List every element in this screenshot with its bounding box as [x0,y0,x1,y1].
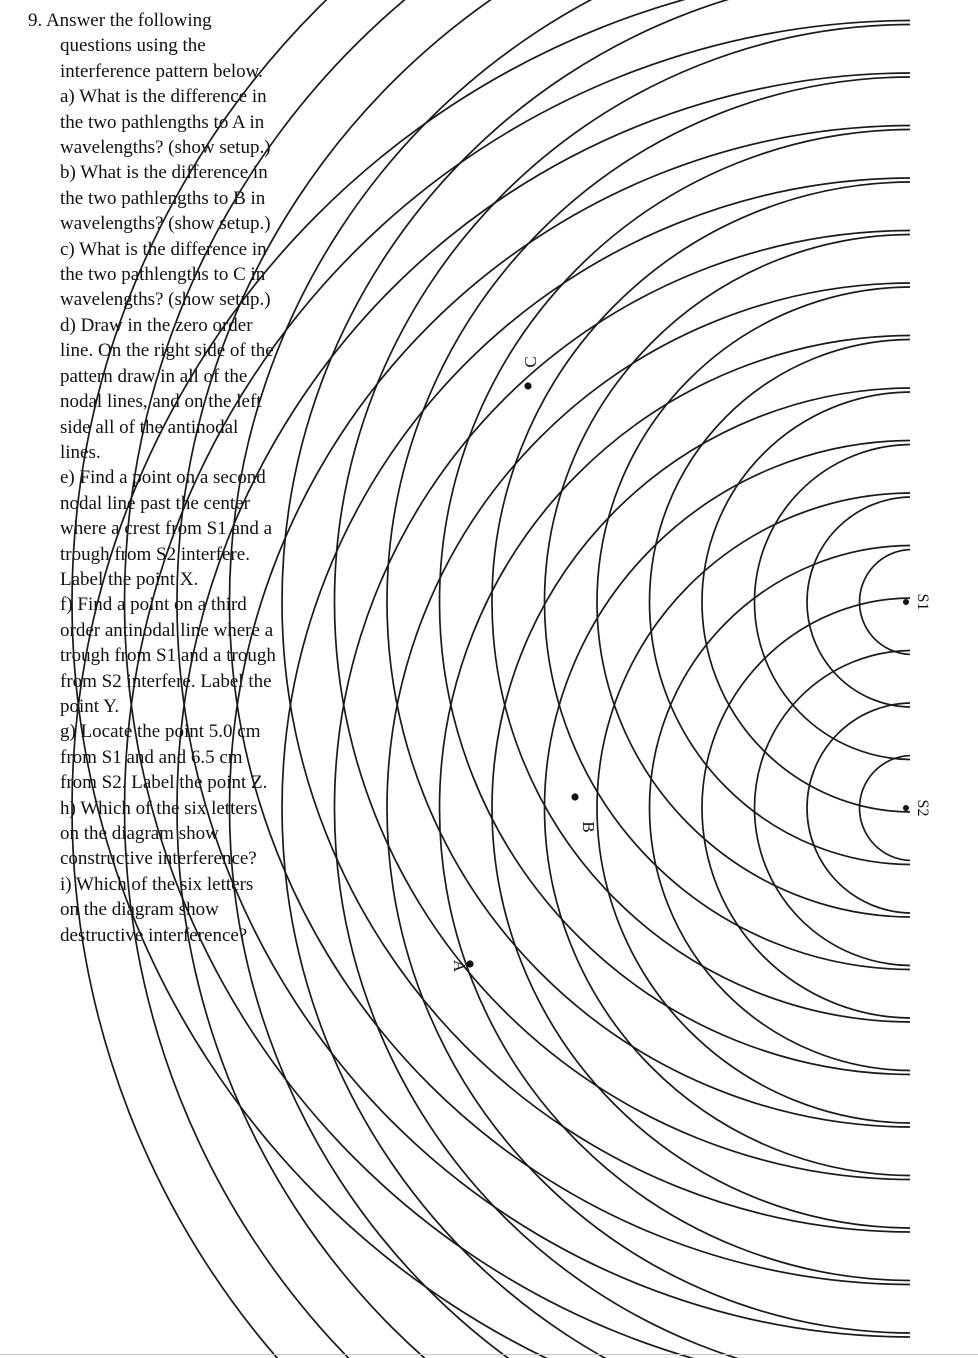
question-part-line: the two pathlengths to C in [60,264,266,286]
question-part-line: e) Find a point on a second [60,467,266,489]
s2-wavefront-7 [545,441,910,1176]
page-edge [0,1354,978,1355]
s2-wavefront-3 [754,651,910,966]
source-markers [903,594,931,817]
point-a-label: A [450,959,469,973]
s1-source-label: S1 [914,593,931,611]
question-part-line: from S2. Label the point Z. [60,772,268,794]
s1-wavefront-2 [807,497,910,707]
s1-wavefront-3 [754,445,910,760]
s2-source-label: S2 [914,799,931,817]
s2-wavefront-16 [72,0,910,1358]
s1-wavefront-7 [544,235,910,970]
question-part-line: pattern draw in all of the [60,365,248,387]
question-part-line: order antinodal line where a [60,619,274,641]
s2-wavefront-4 [702,598,910,1018]
question-part-line: where a crest from S1 and a [60,518,273,540]
point-c-label: C [521,356,540,368]
question-part-line: wavelengths? (show setup.) [60,289,271,311]
question-part-line: line. On the right side of the [60,340,274,362]
question-part-line: nodal line past the center [60,492,250,514]
s1-wavefront-4 [702,392,910,812]
s2-source-dot [903,805,909,811]
question-part-line: point Y. [60,695,120,717]
question-part-line: from S2 interfere. Label the [60,670,272,692]
question-part-line: b) What is the difference in [60,162,268,184]
s2-wavefront-6 [597,493,910,1123]
question-part-line: lines. [60,441,101,463]
s2-wavefront-13 [230,126,910,1358]
question-part-line: the two pathlengths to B in [60,187,266,209]
question-part-line: d) Draw in the zero order [60,314,253,336]
s2-wavefronts [72,0,910,1358]
question-part-line: wavelengths? (show setup.) [60,213,271,235]
s1-wavefront-6 [597,287,910,917]
point-b-label: B [579,821,598,833]
question-part-line: h) Which of the six letters [60,797,258,819]
s2-wavefront-15 [125,21,910,1358]
question-part-line: nodal lines, and on the left [60,391,262,413]
question-part-line: Label the point X. [60,568,199,590]
labeled-points [450,356,598,973]
s2-wavefront-2 [807,703,910,913]
point-c-dot [524,382,531,389]
question-part-line: constructive interference? [60,848,257,870]
question-part-line: c) What is the difference in [60,238,267,260]
question-part-line: a) What is the difference in [60,86,267,108]
question-part-line: on the diagram show [60,899,219,921]
s2-wavefront-11 [334,231,910,1358]
question-part-line: the two pathlengths to A in [60,111,265,133]
intro-line: questions using the [60,35,206,57]
question-part-line: destructive interference? [60,924,248,946]
question-part-line: trough from S2 interfere. [60,543,250,565]
s2-wavefront-14 [177,73,910,1358]
s1-wavefront-13 [229,0,910,1284]
s1-wavefront-14 [177,0,910,1337]
s1-wavefront-16 [72,0,910,1358]
question-part-line: side all of the antinodal [60,416,239,438]
s1-source-dot [903,599,909,605]
question-part-line: g) Locate the point 5.0 cm [60,721,261,743]
question-part-line: i) Which of the six letters [60,873,254,895]
question-heading: 9. Answer the following [28,10,212,31]
s1-wavefronts [72,0,910,1358]
question-part-line: f) Find a point on a third [60,594,247,616]
question-part-line: on the diagram show [60,823,219,844]
question-part-line: wavelengths? (show setup.) [60,137,271,159]
question-part-line: from S1 and and 6.5 cm [60,746,243,768]
intro-line: interference pattern below. [60,60,263,82]
question-part-line: trough from S1 and a trough [60,645,276,667]
s1-wavefront-11 [334,25,910,1180]
point-b-dot [571,793,578,800]
